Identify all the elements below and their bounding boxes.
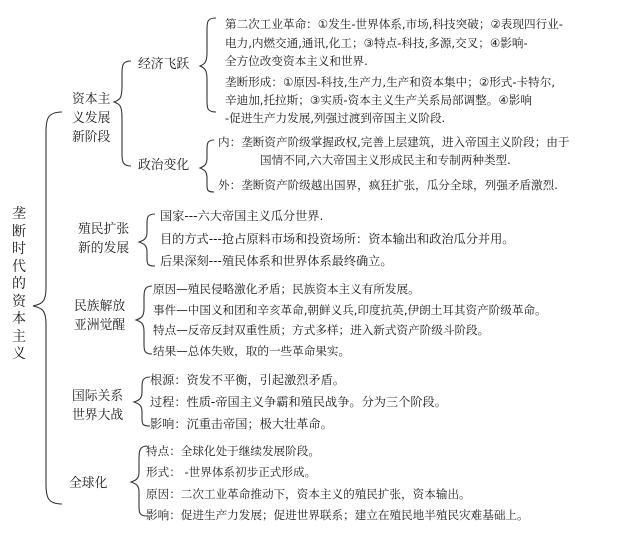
section-3-item-3: 特点—反帝反封双重性质；方式多样；进入新式资产阶级斗阶段。 [153, 323, 490, 337]
politics-item-1-line-2: 国情不同,六大帝国主义形成民主和专制两种类型. [260, 153, 511, 167]
section-1-label-line-3: 新阶段 [72, 130, 111, 145]
section-2-label-line-2: 新的发展 [78, 241, 130, 256]
section-2-item-2: 目的方式---抢占原料市场和投资场所：资本输出和政治瓜分并用。 [160, 232, 515, 246]
economy-item-2-line-3: -促进生产力发展,列强过渡到帝国主义阶段. [225, 111, 446, 125]
section-1-label-line-2: 义发展 [72, 111, 111, 126]
brace-section-5 [131, 446, 147, 516]
economy-item-1-line-2: 电力,内燃交通,通讯,化工；③特点-科技,多源,交叉；④影响- [225, 36, 528, 50]
section-3-item-1: 原因—殖民侵略激化矛盾；民族资本主义有所发展。 [153, 282, 420, 296]
economy-item-2-line-1: 垄断形成：①原因-科技,生产力,生产和资本集中；②形式-卡特尔, [225, 75, 556, 89]
root-brace [33, 112, 62, 504]
subsection-politics-label: 政治变化 [138, 158, 190, 173]
section-3-item-4: 结果—总体失败，取的一些革命果实。 [153, 344, 351, 358]
section-2-item-3: 后果深刻---殖民体系和世界体系最终确立。 [160, 254, 393, 268]
section-5-item-3: 原因：二次工业革命推动下，资本主义的殖民扩张，资本输出。 [146, 487, 471, 501]
section-4-item-3: 影响：沉重击帝国；极大壮革命。 [150, 417, 333, 431]
root-node: 垄断时代的资本主义 [12, 206, 26, 362]
economy-item-2-line-2: 辛迪加,托拉斯；③实质-资本主义生产关系局部调整。④影响 [225, 93, 532, 107]
section-5-item-2: 形式： -世界体系初步正式形成。 [146, 465, 317, 479]
section-4-label-line-2: 世界大战 [72, 408, 124, 423]
brace-economy [200, 18, 216, 112]
section-4-item-1: 根源：资发不平衡，引起激烈矛盾。 [150, 373, 345, 387]
section-2-label-line-1: 殖民扩张 [78, 222, 130, 237]
politics-item-2-line-1: 外：垄断资产阶级越出国界，疯狂扩张，瓜分全球，列强矛盾激烈. [218, 178, 558, 192]
brace-section-1 [114, 61, 131, 166]
section-3-label-line-2: 亚洲觉醒 [74, 318, 126, 333]
economy-item-1-line-3: 全方位改变资本主义和世界. [225, 54, 368, 68]
section-5-label: 全球化 [69, 476, 108, 491]
subsection-economy-label: 经济飞跃 [138, 57, 190, 72]
section-2-item-1: 国家---六大帝国主义瓜分世界. [160, 209, 324, 223]
economy-item-1-line-1: 第二次工业革命：①发生-世界体系,市场,科技突破；②表现四行业- [225, 17, 563, 31]
section-3-label-line-1: 民族解放 [74, 299, 126, 314]
section-3-item-2: 事件—中国义和团和辛亥革命,朝鲜义兵,印度抗英,伊朗土耳其资产阶级革命。 [153, 303, 547, 317]
section-1-label-line-1: 资本主 [72, 92, 111, 107]
section-5-item-1: 特点：全球化处于继续发展阶段。 [146, 444, 320, 458]
brace-politics [200, 140, 214, 192]
brace-section-4 [134, 377, 150, 426]
section-4-item-2: 过程：性质-帝国主义争霸和殖民战争。分为三个阶段。 [150, 395, 447, 409]
brace-section-3 [136, 286, 152, 354]
section-5-item-4: 影响：促进生产力发展；促进世界联系；建立在殖民地半殖民灾难基础上。 [146, 508, 529, 522]
section-4-label-line-1: 国际关系 [72, 389, 124, 404]
politics-item-1-line-1: 内：垄断资产阶级掌握政权,完善上层建筑，进入帝国主义阶段；由于 [218, 135, 570, 149]
brace-section-2 [139, 214, 155, 266]
